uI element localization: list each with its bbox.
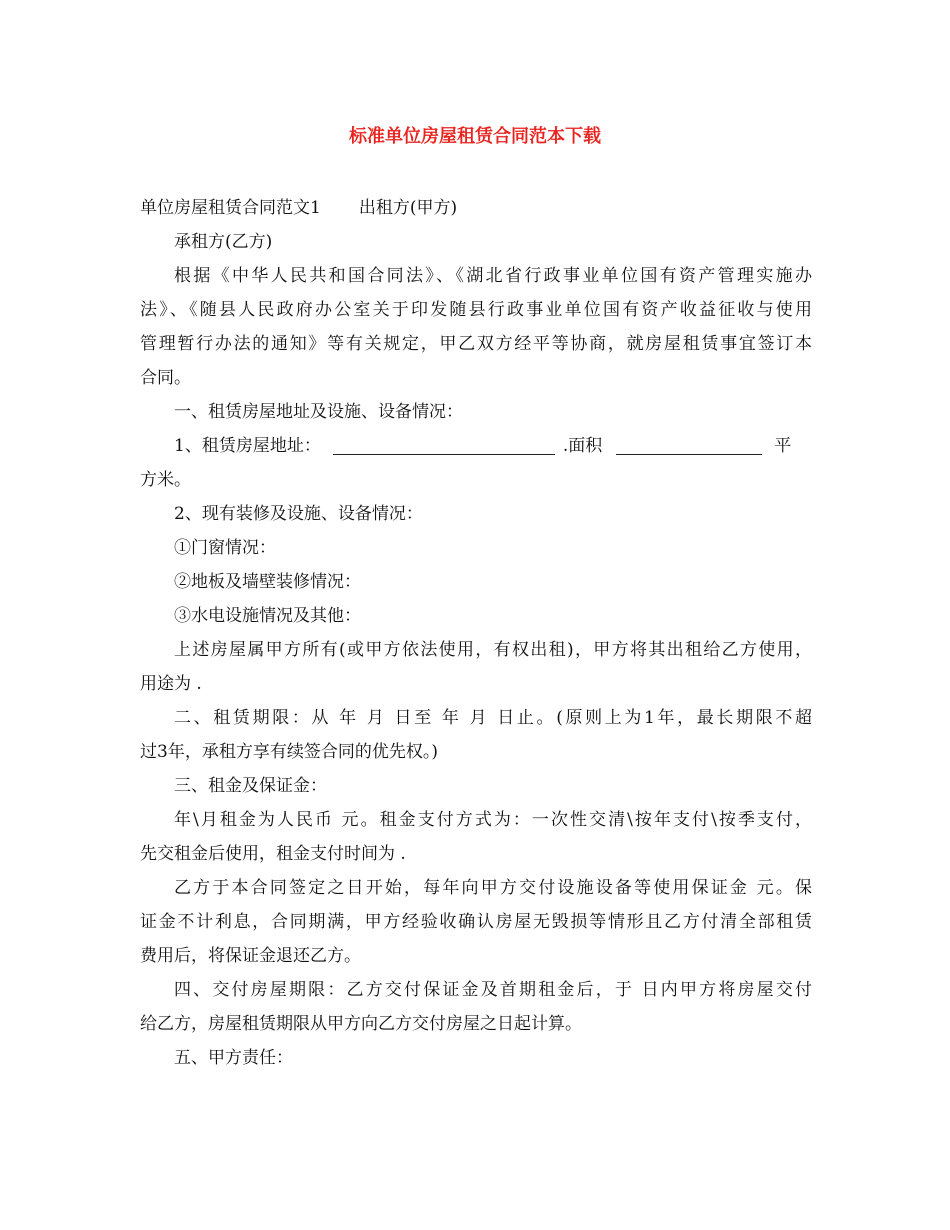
deposit-line-3: 费用后，将保证金退还乙方。 xyxy=(140,946,361,966)
section-4-line-2: 给乙方，房屋租赁期限从甲方向乙方交付房屋之日起计算。 xyxy=(140,1014,582,1034)
deposit-line-2: 证金不计利息，合同期满，甲方经验收确认房屋无毁损等情形且乙方付清全部租赁 xyxy=(140,912,812,932)
basis-line-3: 管理暂行办法的通知》等有关规定，甲乙双方经平等协商，就房屋租赁事宜签订本 xyxy=(140,334,812,354)
rent-line-1: 年\月租金为人民币 元。租金支付方式为：一次性交清\按年支付\按季支付， xyxy=(174,810,812,830)
ownership-line-1: 上述房屋属甲方所有(或甲方依法使用，有权出租)，甲方将其出租给乙方使用， xyxy=(174,640,812,660)
ownership-line-2: 用途为 . xyxy=(140,674,202,694)
basis-line-2: 法》、《随县人民政府办公室关于印发随县行政事业单位国有资产收益征收与使用 xyxy=(140,300,812,320)
floor-wall-line: ②地板及墙壁装修情况： xyxy=(174,572,361,592)
section-1-heading: 一、租赁房屋地址及设施、设备情况： xyxy=(174,402,463,422)
address-label: 1、租赁房屋地址： xyxy=(174,436,321,456)
area-unit-line: 方米。 xyxy=(140,470,191,490)
section-5-heading: 五、甲方责任： xyxy=(174,1048,293,1068)
basis-line-4: 合同。 xyxy=(140,368,191,388)
section-2-line-1: 二、租赁期限：从 年 月 日至 年 月 日止。(原则上为1年，最长期限不超 xyxy=(174,708,812,728)
deposit-line-1: 乙方于本合同签定之日开始，每年向甲方交付设施设备等使用保证金 元。保 xyxy=(174,878,812,898)
area-unit-a: 平 xyxy=(774,436,792,456)
document-title: 标准单位房屋租赁合同范本下载 xyxy=(349,126,601,147)
address-blank[interactable] xyxy=(333,436,555,455)
basis-line-1: 根据《中华人民共和国合同法》、《湖北省行政事业单位国有资产管理实施办 xyxy=(174,266,812,286)
area-label: .面积 xyxy=(562,436,603,456)
section-3-heading: 三、租金及保证金： xyxy=(174,776,327,796)
utilities-line: ③水电设施情况及其他： xyxy=(174,606,361,626)
section-2-line-2: 过3年，承租方享有续签合同的优先权。) xyxy=(140,742,438,762)
rent-line-2: 先交租金后使用，租金支付时间为 . xyxy=(140,844,406,864)
document-body xyxy=(140,191,812,1075)
address-area-line xyxy=(140,429,812,463)
intro-contract-title: 单位房屋租赁合同范文1 xyxy=(140,198,321,218)
intro-line xyxy=(140,191,812,225)
lessee-line: 承租方(乙方) xyxy=(174,232,273,252)
section-4-line-1: 四、交付房屋期限：乙方交付保证金及首期租金后，于 日内甲方将房屋交付 xyxy=(174,980,812,1000)
doors-windows-line: ①门窗情况： xyxy=(174,538,276,558)
section-1-item-2: 2、现有装修及设施、设备情况： xyxy=(174,504,423,524)
area-blank[interactable] xyxy=(616,436,762,455)
intro-lessor: 出租方(甲方) xyxy=(358,198,458,218)
